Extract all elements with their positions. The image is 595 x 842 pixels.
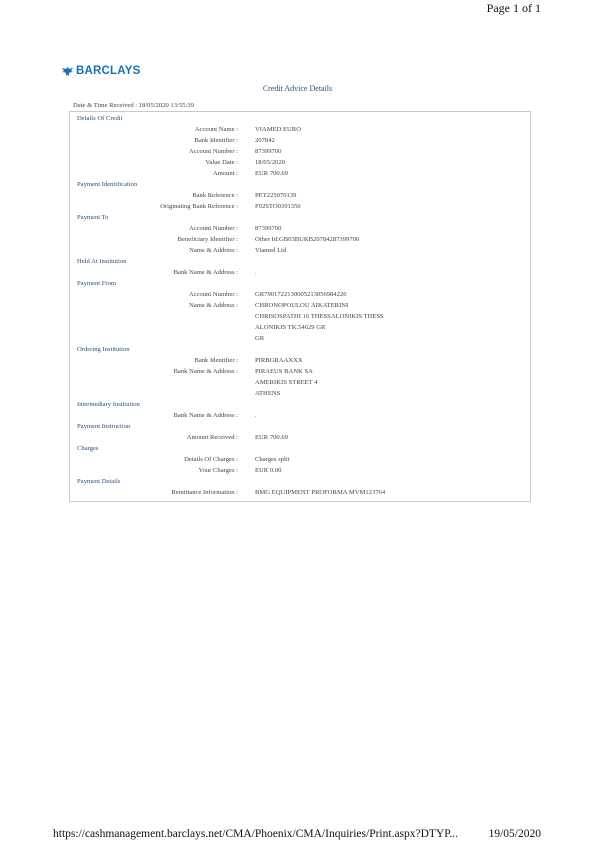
beneficiary-identifier-label: Beneficiary Identifier :	[177, 236, 238, 243]
amount-received-value: EUR 700.69	[255, 434, 288, 441]
payment-to-account-number-label: Account Number :	[188, 225, 238, 232]
payment-to-name-address-value: Viamed Ltd	[255, 247, 287, 254]
beneficiary-identifier-value: Other Id:GB03BUKB20784287399700	[255, 236, 360, 243]
section-ordering-institution: Ordering Institution	[77, 346, 130, 353]
section-payment-instruction: Payment Instruction	[77, 423, 131, 430]
account-name-label: Account Name :	[194, 126, 238, 133]
ordering-bank-address-line: PIRAEUS BANK SA	[255, 368, 313, 375]
payment-to-account-number-value: 87399700	[255, 225, 282, 232]
intermediary-bank-name-address-value: .	[255, 412, 257, 419]
section-payment-identification: Payment Identification	[77, 181, 138, 188]
held-bank-name-address-label: Bank Name & Address :	[173, 269, 238, 276]
amount-value: EUR 700.69	[255, 170, 288, 177]
section-intermediary-institution: Intermediary Institution	[77, 401, 140, 408]
value-date-label: Value Date :	[205, 159, 238, 166]
date-time-received: Date & Time Received : 18/05/2020 13:55:39	[73, 102, 194, 109]
payment-from-account-number-value: GR7901722130005213056984226	[255, 291, 347, 298]
eagle-icon	[61, 66, 74, 77]
payment-from-address-line: ALONIKIS TK.54629 GR	[255, 324, 326, 331]
footer-date: 19/05/2020	[488, 828, 541, 840]
payment-to-name-address-label: Name & Address :	[189, 247, 238, 254]
credit-advice-panel	[69, 111, 531, 502]
ordering-bank-identifier-value: PIRBGRAAXXX	[255, 357, 303, 364]
bank-identifier-value: 207842	[255, 137, 275, 144]
account-name-value: VIAMED EURO	[255, 126, 301, 133]
value-date-value: 18/05/2020	[255, 159, 286, 166]
details-of-charges-label: Details Of Charges :	[184, 456, 238, 463]
section-payment-to: Payment To	[77, 214, 109, 221]
section-held-at-institution: Held At Institution	[77, 258, 127, 265]
details-of-charges-value: Charges split	[255, 456, 290, 463]
amount-received-label: Amount Received :	[186, 434, 238, 441]
document-title: Credit Advice Details	[262, 84, 333, 93]
section-charges: Charges	[77, 445, 99, 452]
bank-reference-label: Bank Reference :	[192, 192, 238, 199]
intermediary-bank-name-address-label: Bank Name & Address :	[173, 412, 238, 419]
account-number-value: 87399700	[255, 148, 282, 155]
ordering-bank-address-line: ATHENS	[255, 390, 281, 397]
ordering-bank-identifier-label: Bank Identifier :	[194, 357, 238, 364]
remittance-information-label: Remittance Information :	[171, 489, 238, 496]
held-bank-name-address-value: .	[255, 269, 257, 276]
originating-bank-reference-value: F92STO0391350	[255, 203, 301, 210]
bank-identifier-label: Bank Identifier :	[194, 137, 238, 144]
ordering-bank-address-line: AMERIKIS STREET 4	[255, 379, 318, 386]
amount-label: Amount :	[212, 170, 238, 177]
originating-bank-reference-label: Originating Bank Reference :	[160, 203, 238, 210]
payment-from-address-line: CHRONOPOULOU AIKATERINI	[255, 302, 349, 309]
payment-from-name-address-label: Name & Address :	[189, 302, 238, 309]
your-charges-label: Your Charges :	[198, 467, 238, 474]
payment-from-account-number-label: Account Number :	[188, 291, 238, 298]
ordering-bank-name-address-label: Bank Name & Address :	[173, 368, 238, 375]
barclays-logo	[61, 65, 140, 77]
section-details-of-credit: Details Of Credit	[77, 115, 123, 122]
logo-text: BARCLAYS	[76, 65, 141, 77]
your-charges-value: EUR 0.00	[255, 467, 282, 474]
remittance-information-value: BMG EQUIPMENT PROFORMA MVM123764	[255, 489, 386, 496]
section-payment-from: Payment From	[77, 280, 117, 287]
section-payment-details: Payment Details	[77, 478, 121, 485]
bank-reference-value: PET225070139	[255, 192, 297, 199]
payment-from-address-line: CHRISOSPATHI 16 THESSALONIKIS THESS	[255, 313, 384, 320]
page-number: Page 1 of 1	[486, 1, 541, 15]
footer-url: https://cashmanagement.barclays.net/CMA/Phoenix/CMA/Inquiries/Print.aspx?DTYP...	[53, 828, 459, 840]
payment-from-address-line: GR	[255, 335, 265, 342]
account-number-label: Account Number :	[188, 148, 238, 155]
